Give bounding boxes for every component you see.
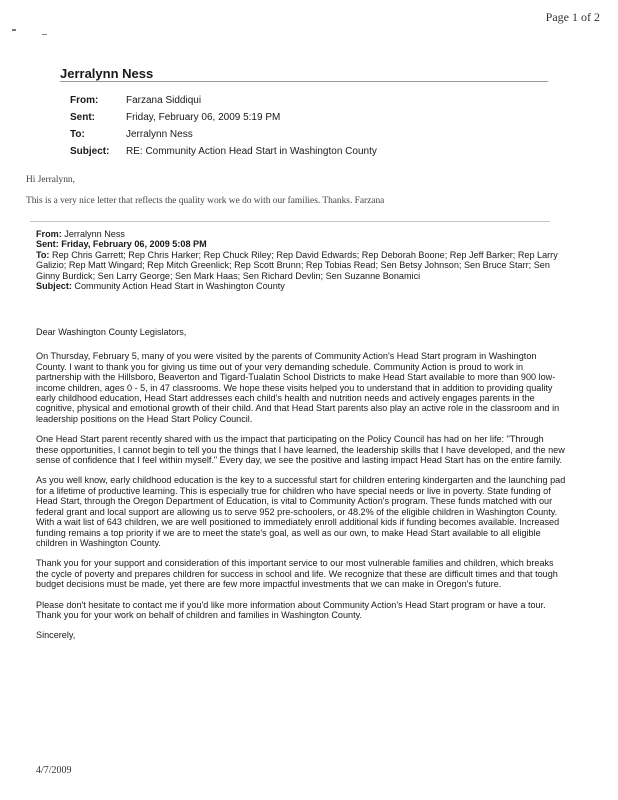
subject-label: Subject:	[70, 146, 110, 157]
reply-header	[70, 92, 550, 160]
orig-subject-row	[36, 281, 568, 291]
paragraph: On Thursday, February 5, many of you were visited by the parents of Community Action's Head Start program in Washington County. I want to thank you for giving us time out of your very demanding schedule. Community Action is proud to work in partnership with the Hillsboro, Beaverton and Tigard-Tualatin School Districts to make Head Start available to more than 900 low-income children, ages 0 - 5, in 47 classrooms. We hope these visits helped you to understand that in addition to providing quality early childhood education, Head Start addresses each child's health and nutrition needs and actively engages parents in the cognitive, physical and emotional growth of their child. And that Head Start parents also play an active role in the classroom and in leadership positions on the Head Start Policy Council.	[36, 351, 560, 424]
orig-from-label: From:	[36, 229, 62, 239]
orig-to-row	[36, 250, 568, 281]
page-number: Page 1 of 2	[545, 10, 600, 24]
reply-greeting: Hi Jerralynn,	[26, 175, 75, 185]
paragraph: Please don't hesitate to contact me if you'd like more information about Community Action's Head Start program or have a tour. Thank you for your work on behalf of children and families in Washington County.	[36, 599, 546, 620]
paragraph: Thank you for your support and consideration of this important service to our most vulnerable families and children, which breaks the cycle of poverty and prepares children for success in school and life. We recognize that these are difficult times and that tough budget decisions must be made, yet there are few more impactful investments that we can make in Oregon's future.	[36, 558, 558, 590]
sent-value: Friday, February 06, 2009 5:19 PM	[126, 112, 281, 123]
to-value: Jerralynn Ness	[126, 129, 193, 140]
orig-subject-label: Subject:	[36, 281, 72, 292]
from-row	[70, 92, 550, 109]
orig-subject-value: Community Action Head Start in Washington County	[74, 281, 285, 292]
reply-message: This is a very nice letter that reflects the quality work we do with our families. Thanks. Farzana	[26, 196, 385, 206]
orig-sent-value: Friday, February 06, 2009 5:08 PM	[61, 239, 207, 250]
orig-sent-row	[36, 239, 568, 249]
from-label: From:	[70, 95, 99, 106]
scan-mark	[42, 34, 47, 35]
orig-sent-label: Sent:	[36, 239, 59, 250]
original-header	[36, 229, 568, 291]
to-row	[70, 126, 550, 143]
to-label: To:	[70, 129, 85, 140]
letter-body	[36, 327, 566, 651]
orig-from-value: Jerralynn Ness	[64, 229, 125, 239]
subject-row	[70, 143, 550, 160]
from-value: Farzana Siddiqui	[126, 95, 202, 106]
orig-to-label: To:	[36, 249, 50, 260]
orig-from-row	[36, 229, 568, 239]
header-rule	[60, 81, 548, 82]
print-date: 4/7/2009	[36, 765, 72, 776]
separator-rule	[30, 221, 550, 222]
sent-row	[70, 109, 550, 126]
salutation: Dear Washington County Legislators,	[36, 327, 187, 337]
paragraph: As you well know, early childhood education is the key to a successful start for children entering kindergarten and the launching pad for a lifetime of productive learning. This is especially true for children who have special needs or live in poverty. State funding of Head Start, through the Oregon Department of Education, is vital to Community Action's program. These funds matched with our federal grant and local support are allowing us to serve 952 pre-schoolers, or 48.2% of the eligible children in Washington County. With a wait list of 643 children, we are well positioned to immediately enroll additional kids if funding becomes available. Increased funding remains a top priority if we are to meet the state's goal, as well as our own, to make Head Start available to all eligible children in Washington County.	[36, 475, 566, 548]
closing: Sincerely,	[36, 630, 76, 641]
scan-mark	[12, 29, 16, 31]
paragraph: One Head Start parent recently shared with us the impact that participating on the Policy Council has had on her life: "Through these opportunities, I cannot begin to tell you the things that I have learned, the leadership skills that I have developed, and the new sense of confidence that I feel within myself." Every day, we see the positive and lasting impact Head Start has on the entire family.	[36, 434, 565, 466]
orig-to-value: Rep Chris Garrett; Rep Chris Harker; Rep Chuck Riley; Rep David Edwards; Rep Deborah Boone; Rep Jeff Barker; Rep Larry Galizio; Rep Matt Wingard; Rep Mitch Greenlick; Rep Scott Brunn; Rep Tobias Read; Sen Betsy Johnson; Sen Bruce Starr; Sen Ginny Burdick; Sen Larry George; Sen Mark Haas; Sen Richard Devlin; Sen Suzanne Bonamici	[36, 249, 558, 281]
sent-label: Sent:	[70, 112, 95, 123]
mailbox-owner: Jerralynn Ness	[60, 66, 154, 81]
subject-value: RE: Community Action Head Start in Washington County	[126, 146, 377, 157]
